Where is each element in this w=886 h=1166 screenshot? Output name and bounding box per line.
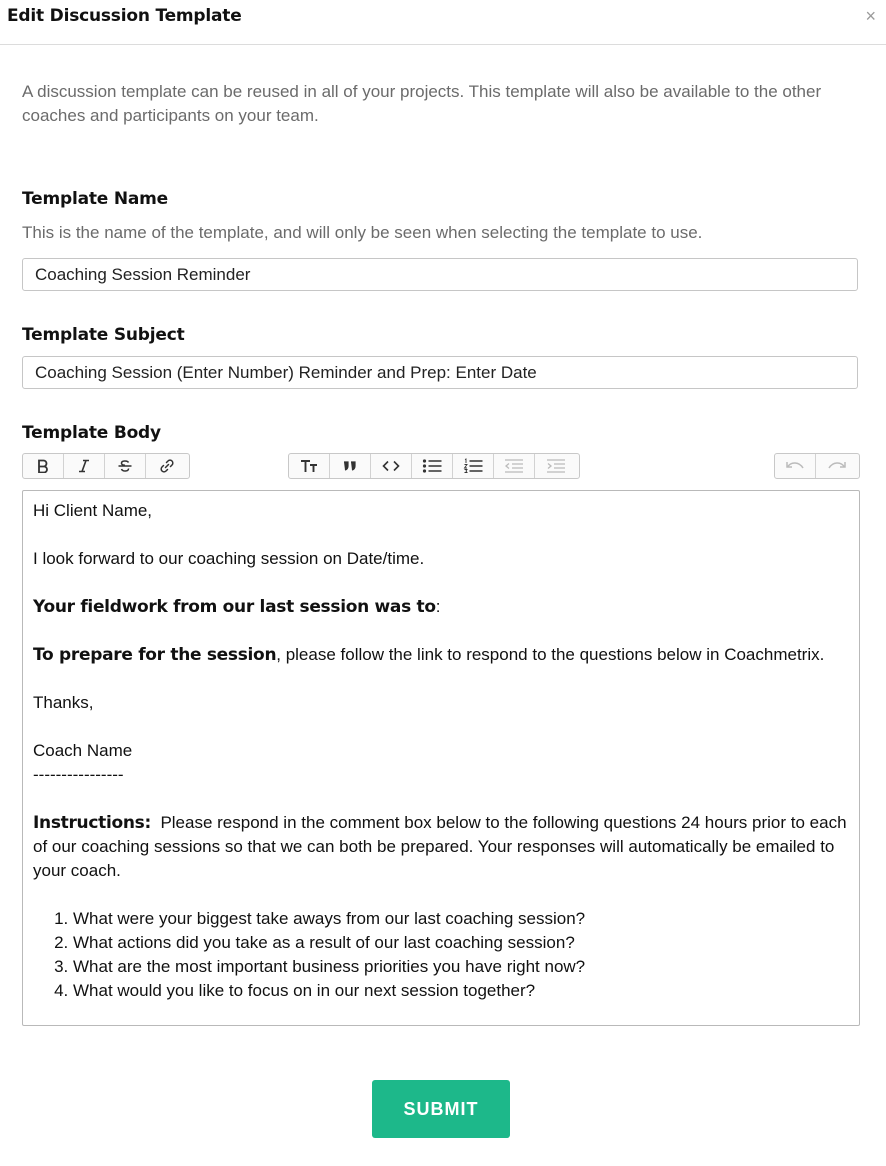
template-name-hint: This is the name of the template, and will only be seen when selecting the template to use. bbox=[22, 223, 703, 242]
body-thanks: Thanks, bbox=[33, 693, 94, 712]
undo-button[interactable] bbox=[775, 454, 816, 478]
intro-text: A discussion template can be reused in all of your projects. This template will also be available to the other coaches and participants on your team. bbox=[22, 82, 822, 125]
link-icon bbox=[159, 458, 175, 474]
bullet-list-icon bbox=[422, 458, 442, 474]
questions-list bbox=[33, 907, 849, 1003]
prepare-rest: , please follow the link to respond to the questions below in Coachmetrix. bbox=[276, 645, 825, 664]
body-divider: ---------------- bbox=[33, 765, 124, 784]
dialog-header bbox=[0, 0, 886, 45]
body-signature: Coach Name bbox=[33, 741, 133, 760]
bold-icon bbox=[36, 459, 50, 473]
bold-button[interactable] bbox=[23, 454, 64, 478]
redo-icon bbox=[827, 460, 847, 472]
strikethrough-icon bbox=[117, 459, 133, 473]
quote-icon bbox=[343, 460, 357, 472]
body-greeting: Hi Client Name, bbox=[33, 501, 153, 520]
format-toolbar bbox=[22, 453, 190, 479]
numbered-list-icon bbox=[463, 458, 483, 474]
outdent-icon bbox=[504, 458, 524, 474]
list-item: 3. What are the most important business priorities you have right now? bbox=[73, 955, 849, 979]
bullet-list-button[interactable] bbox=[412, 454, 453, 478]
template-name-input[interactable]: Coaching Session Reminder bbox=[22, 258, 858, 291]
code-button[interactable] bbox=[371, 454, 412, 478]
list-item: 4. What would you like to focus on in our next session together? bbox=[73, 979, 849, 1003]
indent-button[interactable] bbox=[535, 454, 576, 478]
history-toolbar bbox=[774, 453, 860, 479]
heading-icon bbox=[300, 459, 318, 473]
instructions-bold: Instructions: bbox=[33, 813, 151, 833]
body-line1: I look forward to our coaching session on Date/time. bbox=[33, 549, 425, 568]
submit-button[interactable]: SUBMIT bbox=[372, 1080, 510, 1138]
fieldwork-rest: : bbox=[435, 597, 441, 616]
list-item: 1. What were your biggest take aways from our last coaching session? bbox=[73, 907, 849, 931]
template-subject-label: Template Subject bbox=[22, 325, 185, 345]
prepare-bold: To prepare for the session bbox=[33, 645, 277, 665]
heading-button[interactable] bbox=[289, 454, 330, 478]
dialog-title: Edit Discussion Template bbox=[7, 6, 242, 26]
block-toolbar bbox=[288, 453, 580, 479]
italic-icon bbox=[77, 459, 91, 473]
template-subject-input[interactable]: Coaching Session (Enter Number) Reminder and Prep: Enter Date bbox=[22, 356, 858, 389]
template-body-label: Template Body bbox=[22, 423, 161, 443]
quote-button[interactable] bbox=[330, 454, 371, 478]
undo-icon bbox=[785, 460, 805, 472]
body-fieldwork bbox=[33, 595, 849, 619]
body-instructions bbox=[33, 811, 852, 883]
strikethrough-button[interactable] bbox=[105, 454, 146, 478]
outdent-button[interactable] bbox=[494, 454, 535, 478]
list-item: 2. What actions did you take as a result of our last coaching session? bbox=[73, 931, 849, 955]
numbered-list-button[interactable] bbox=[453, 454, 494, 478]
close-icon[interactable]: × bbox=[865, 6, 876, 26]
template-name-label: Template Name bbox=[22, 189, 168, 209]
code-icon bbox=[382, 460, 400, 472]
link-button[interactable] bbox=[146, 454, 187, 478]
instructions-rest: Please respond in the comment box below to the following questions 24 hours prior to each of our coaching sessions so that we can both be prepared. Your responses will automatically be emailed to your coach. bbox=[33, 813, 852, 880]
redo-button[interactable] bbox=[816, 454, 857, 478]
indent-icon bbox=[546, 458, 566, 474]
italic-button[interactable] bbox=[64, 454, 105, 478]
template-body-editor[interactable] bbox=[22, 490, 860, 1026]
body-prepare bbox=[33, 643, 849, 667]
fieldwork-bold: Your fieldwork from our last session was to bbox=[33, 597, 436, 617]
